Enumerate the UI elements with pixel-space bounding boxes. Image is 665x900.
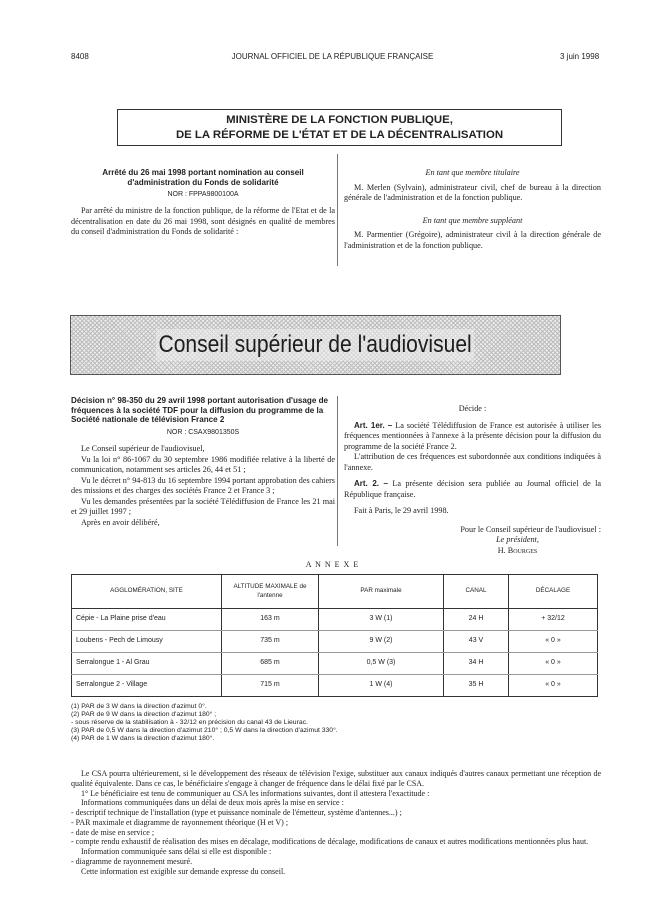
arrete-body: Par arrêté du ministre de la fonction publique, de la réforme de l'Etat et de la décentralisation en date du 26 mai 1998, sont désignés en qualité de membres du conseil d'administration du Fonds de solidarité : bbox=[71, 206, 335, 237]
fait-line: Fait à Paris, le 29 avril 1998. bbox=[354, 506, 449, 515]
col-site: AGGLOMÉRATION, SITE bbox=[72, 575, 222, 609]
decision-p4: Vu les demandes présentées par la société Télédiffusion de France les 21 mai et 29 juillet 1997 ; bbox=[71, 496, 335, 517]
col-par: PAR maximale bbox=[319, 575, 444, 609]
note-1: (1) PAR de 3 W dans la direction d'azimut 0°. bbox=[71, 703, 207, 710]
note-2: (2) PAR de 9 W dans la direction d'azimut 180° ; bbox=[71, 710, 217, 718]
cell-altitude: 163 m bbox=[222, 609, 319, 631]
closing-p4: Information communiquée sans délai si elle est disponible : bbox=[81, 847, 272, 856]
closing-item-2: - PAR maximale et diagramme de rayonnement théorique (H et V) ; bbox=[71, 817, 289, 827]
annexe-table bbox=[71, 574, 598, 697]
cell-par: 3 W (1) bbox=[319, 609, 444, 631]
col-altitude: ALTITUDE MAXIMALE de l'antenne bbox=[222, 575, 319, 609]
page-number: 8408 bbox=[71, 52, 89, 61]
ministry-line-2: DE LA RÉFORME DE L'ÉTAT ET DE LA DÉCENTRALISATION bbox=[175, 129, 504, 141]
note-2b: - sous réserve de la stabilisation à - 32/12 en précision du canal 43 de Lieurac. bbox=[71, 718, 308, 726]
closing-p5: Cette information est exigible sur demande expresse du conseil. bbox=[81, 866, 286, 876]
closing-item-4: - compte rendu exhaustif de réalisation des mises en décalage, modifications de décalage, modifications de canaux et autres modifications mentionnées plus haut. bbox=[71, 837, 589, 847]
csa-banner bbox=[70, 315, 561, 375]
table-row bbox=[72, 609, 598, 631]
cell-par: 0,5 W (3) bbox=[319, 653, 444, 675]
cell-canal: 34 H bbox=[444, 653, 509, 675]
cell-decalage: + 32/12 bbox=[509, 609, 598, 631]
titulaire-text: M. Merlen (Sylvain), administrateur civil, chef de bureau à la direction générale de l'administration et de la fonction publique. bbox=[344, 182, 601, 202]
decision-p1: Le Conseil supérieur de l'audiovisuel, bbox=[81, 444, 205, 454]
cell-canal: 43 V bbox=[444, 631, 509, 653]
decision-p3: Vu le décret n° 94-813 du 16 septembre 1994 portant approbation des cahiers des missions et des charges des sociétés France 2 et France 3 ; bbox=[71, 475, 335, 496]
closing-item-1: - descriptif technique de l'installation (type et puissance nominale de l'émetteur, système d'antennes...) ; bbox=[71, 808, 402, 817]
arrete-nor: NOR : FPPA9800100A bbox=[167, 191, 239, 199]
ministry-line-1: MINISTÈRE DE LA FONCTION PUBLIQUE, bbox=[226, 114, 453, 126]
cell-canal: 24 H bbox=[444, 609, 509, 631]
decision-nor: NOR : CSAX9801350S bbox=[166, 429, 240, 437]
decide-label: Décide : bbox=[458, 404, 487, 413]
table-row bbox=[72, 653, 598, 675]
decision-left-column bbox=[71, 396, 335, 528]
arrete-right-column bbox=[344, 168, 601, 251]
closing-item-5: - diagramme de rayonnement mesuré. bbox=[71, 856, 193, 866]
closing-p2: 1° Le bénéficiaire est tenu de communiquer au CSA les informations suivantes, dont il attestera l'exactitude : bbox=[81, 788, 430, 798]
col-canal: CANAL bbox=[444, 575, 509, 609]
closing-text bbox=[71, 769, 601, 876]
table-row bbox=[72, 675, 598, 697]
column-divider-2 bbox=[337, 396, 338, 546]
art1-text: La société Télédiffusion de France est autorisée à utiliser les fréquences mentionnées à l'annexe à la présente décision pour la diffusion du programme de la société France 2. bbox=[344, 420, 602, 451]
col-decalage: DÉCALAGE bbox=[509, 575, 598, 609]
cell-site: Cépie - La Plaine prise d'eau bbox=[72, 609, 222, 631]
signature-line-2: Le président, bbox=[496, 535, 539, 544]
art2-text: La présente décision sera publiée au Journal officiel de la République française. bbox=[344, 479, 601, 499]
arrete-left-column bbox=[71, 168, 335, 238]
cell-decalage: « 0 » bbox=[509, 631, 598, 653]
journal-title: JOURNAL OFFICIEL DE LA RÉPUBLIQUE FRANÇAISE bbox=[231, 52, 434, 61]
signature-line-1: Pour le Conseil supérieur de l'audiovisuel : bbox=[460, 524, 601, 534]
banner-title: Conseil supérieur de l'audiovisuel bbox=[156, 329, 474, 360]
closing-p3: Informations communiquées dans un délai de deux mois après la mise en service : bbox=[81, 798, 344, 808]
suppleant-text: M. Parmentier (Grégoire), administrateur civil à la direction générale de l'administration et de la fonction publique. bbox=[344, 230, 601, 250]
signature-line-3: H. Bourges bbox=[497, 545, 538, 555]
art2-label: Art. 2. – bbox=[354, 479, 388, 488]
decision-title: Décision n° 98-350 du 29 avril 1998 portant autorisation d'usage de fréquences à la société TDF pour la diffusion du programme de la Société nationale de télévision France 2 bbox=[71, 396, 329, 425]
ministry-heading bbox=[117, 109, 562, 146]
cell-par: 9 W (2) bbox=[319, 631, 444, 653]
cell-altitude: 715 m bbox=[222, 675, 319, 697]
cell-decalage: « 0 » bbox=[509, 675, 598, 697]
closing-p1: Le CSA pourra ultérieurement, si le développement des réseaux de télévision l'exige, substituer aux canaux indiqués d'autres canaux permettant une réception de qualité équivalente. Dans ce cas, le bénéficiaire s'engage à changer de fréquence dans le délai fixé par le CSA. bbox=[71, 769, 601, 788]
decision-right-column bbox=[344, 404, 601, 556]
cell-site: Loubens - Pech de Limousy bbox=[72, 631, 222, 653]
cell-canal: 35 H bbox=[444, 675, 509, 697]
cell-site: Serralongue 2 - Village bbox=[76, 681, 148, 689]
annexe-header-row bbox=[72, 575, 598, 609]
suppleant-heading: En tant que membre suppléant bbox=[422, 215, 523, 225]
art1-text-2: L'attribution de ces fréquences est subordonnée aux conditions indiquées à l'annexe. bbox=[344, 452, 601, 472]
cell-decalage: « 0 » bbox=[509, 653, 598, 675]
decision-p5: Après en avoir délibéré, bbox=[81, 517, 160, 527]
cell-altitude: 735 m bbox=[222, 631, 319, 653]
note-3: (3) PAR de 0,5 W dans la direction d'azimut 210° ; 0,5 W dans la direction d'azimut 330°. bbox=[71, 726, 338, 734]
arrete-title: Arrêté du 26 mai 1998 portant nomination au conseil d'administration du Fonds de solidarité bbox=[102, 168, 304, 187]
decision-p2: Vu la loi n° 86-1067 du 30 septembre 1986 modifiée relative à la liberté de communication, notamment ses articles 26, 44 et 51 ; bbox=[71, 454, 335, 475]
annexe-heading: A N N E X E bbox=[305, 560, 360, 569]
cell-site: Serralongue 1 - Al Grau bbox=[72, 653, 222, 675]
issue-date: 3 juin 1998 bbox=[560, 52, 600, 61]
cell-altitude: 685 m bbox=[222, 653, 319, 675]
cell-par: 1 W (4) bbox=[319, 675, 444, 697]
note-4: (4) PAR de 1 W dans la direction d'azimut 180°. bbox=[71, 734, 215, 742]
table-row bbox=[72, 631, 598, 653]
column-divider bbox=[337, 154, 338, 266]
annexe-notes bbox=[71, 703, 601, 742]
titulaire-heading: En tant que membre titulaire bbox=[425, 168, 520, 177]
art1-label: Art. 1er. – bbox=[354, 420, 393, 430]
closing-item-3: - date de mise en service ; bbox=[71, 827, 155, 837]
